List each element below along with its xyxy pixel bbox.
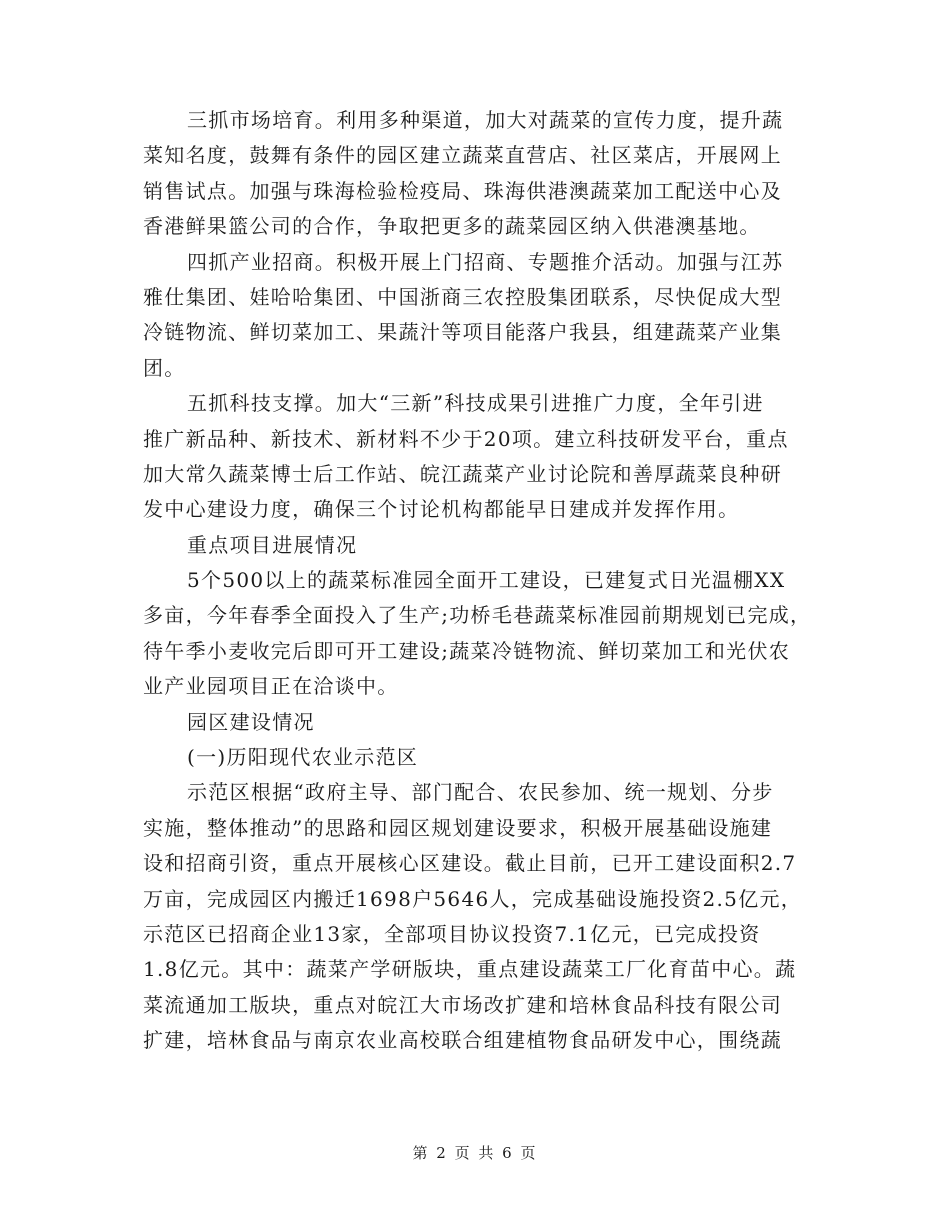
- text-line: 多亩，今年春季全面投入了生产;功桥毛巷蔬菜标准园前期规划已完成，: [143, 603, 812, 628]
- text-line: 5个500以上的蔬菜标准园全面开工建设，已建复式日光温棚XX: [187, 568, 786, 593]
- text-line: 示范区根据“政府主导、部门配合、农民参加、统一规划、分步: [187, 780, 774, 805]
- subsection-heading: (一)历阳现代农业示范区: [187, 745, 419, 770]
- text-line: 雅仕集团、娃哈哈集团、中国浙商三农控股集团联系，尽快促成大型: [143, 284, 782, 309]
- text-line: 菜流通加工版块，重点对皖江大市场改扩建和培林食品科技有限公司: [143, 992, 782, 1017]
- page-number-footer: 第 2 页 共 6 页: [412, 1144, 538, 1162]
- text-line: 香港鲜果篮公司的合作，争取把更多的蔬菜园区纳入供港澳基地。: [143, 214, 761, 239]
- text-line: 加大常久蔬菜博士后工作站、皖江蔬菜产业讨论院和善厚蔬菜良种研: [143, 461, 782, 486]
- text-line: 业产业园项目正在洽谈中。: [143, 674, 399, 699]
- section-heading: 园区建设情况: [187, 709, 315, 734]
- text-line: 示范区已招商企业13家，全部项目协议投资7.1亿元，已完成投资: [143, 921, 761, 946]
- text-line: 万亩，完成园区内搬迁1698户5646人，完成基础设施投资2.5亿元，: [143, 886, 803, 911]
- text-line: 四抓产业招商。积极开展上门招商、专题推介活动。加强与江苏: [187, 249, 784, 274]
- text-line: 三抓市场培育。利用多种渠道，加大对蔬菜的宣传力度，提升蔬: [187, 108, 784, 132]
- text-line: 销售试点。加强与珠海检验检疫局、珠海供港澳蔬菜加工配送中心及: [143, 178, 782, 203]
- text-line: 发中心建设力度，确保三个讨论机构都能早日建成并发挥作用。: [143, 497, 740, 522]
- document-body: [143, 103, 815, 1059]
- text-line: 扩建，培林食品与南京农业高校联合组建植物食品研发中心，围绕蔬: [143, 1028, 782, 1053]
- text-line: 菜知名度，鼓舞有条件的园区建立蔬菜直营店、社区菜店，开展网上: [143, 143, 782, 168]
- text-line: 1.8亿元。其中：蔬菜产学研版块，重点建设蔬菜工厂化育苗中心。蔬: [143, 957, 797, 982]
- text-line: 冷链物流、鲜切菜加工、果蔬汁等项目能落户我县，组建蔬菜产业集: [143, 320, 782, 345]
- text-line: 实施，整体推动”的思路和园区规划建设要求，积极开展基础设施建: [143, 815, 773, 840]
- text-line: 五抓科技支撑。加大“三新”科技成果引进推广力度，全年引进: [187, 391, 764, 416]
- section-heading: 重点项目进展情况: [187, 532, 358, 557]
- text-line: 团。: [143, 355, 186, 380]
- text-line: 设和招商引资，重点开展核心区建设。截止目前，已开工建设面积2.7: [143, 851, 797, 876]
- text-line: 推广新品种、新技术、新材料不少于20项。建立科技研发平台，重点: [143, 426, 789, 451]
- text-line: 待午季小麦收完后即可开工建设;蔬菜冷链物流、鲜切菜加工和光伏农: [143, 638, 791, 663]
